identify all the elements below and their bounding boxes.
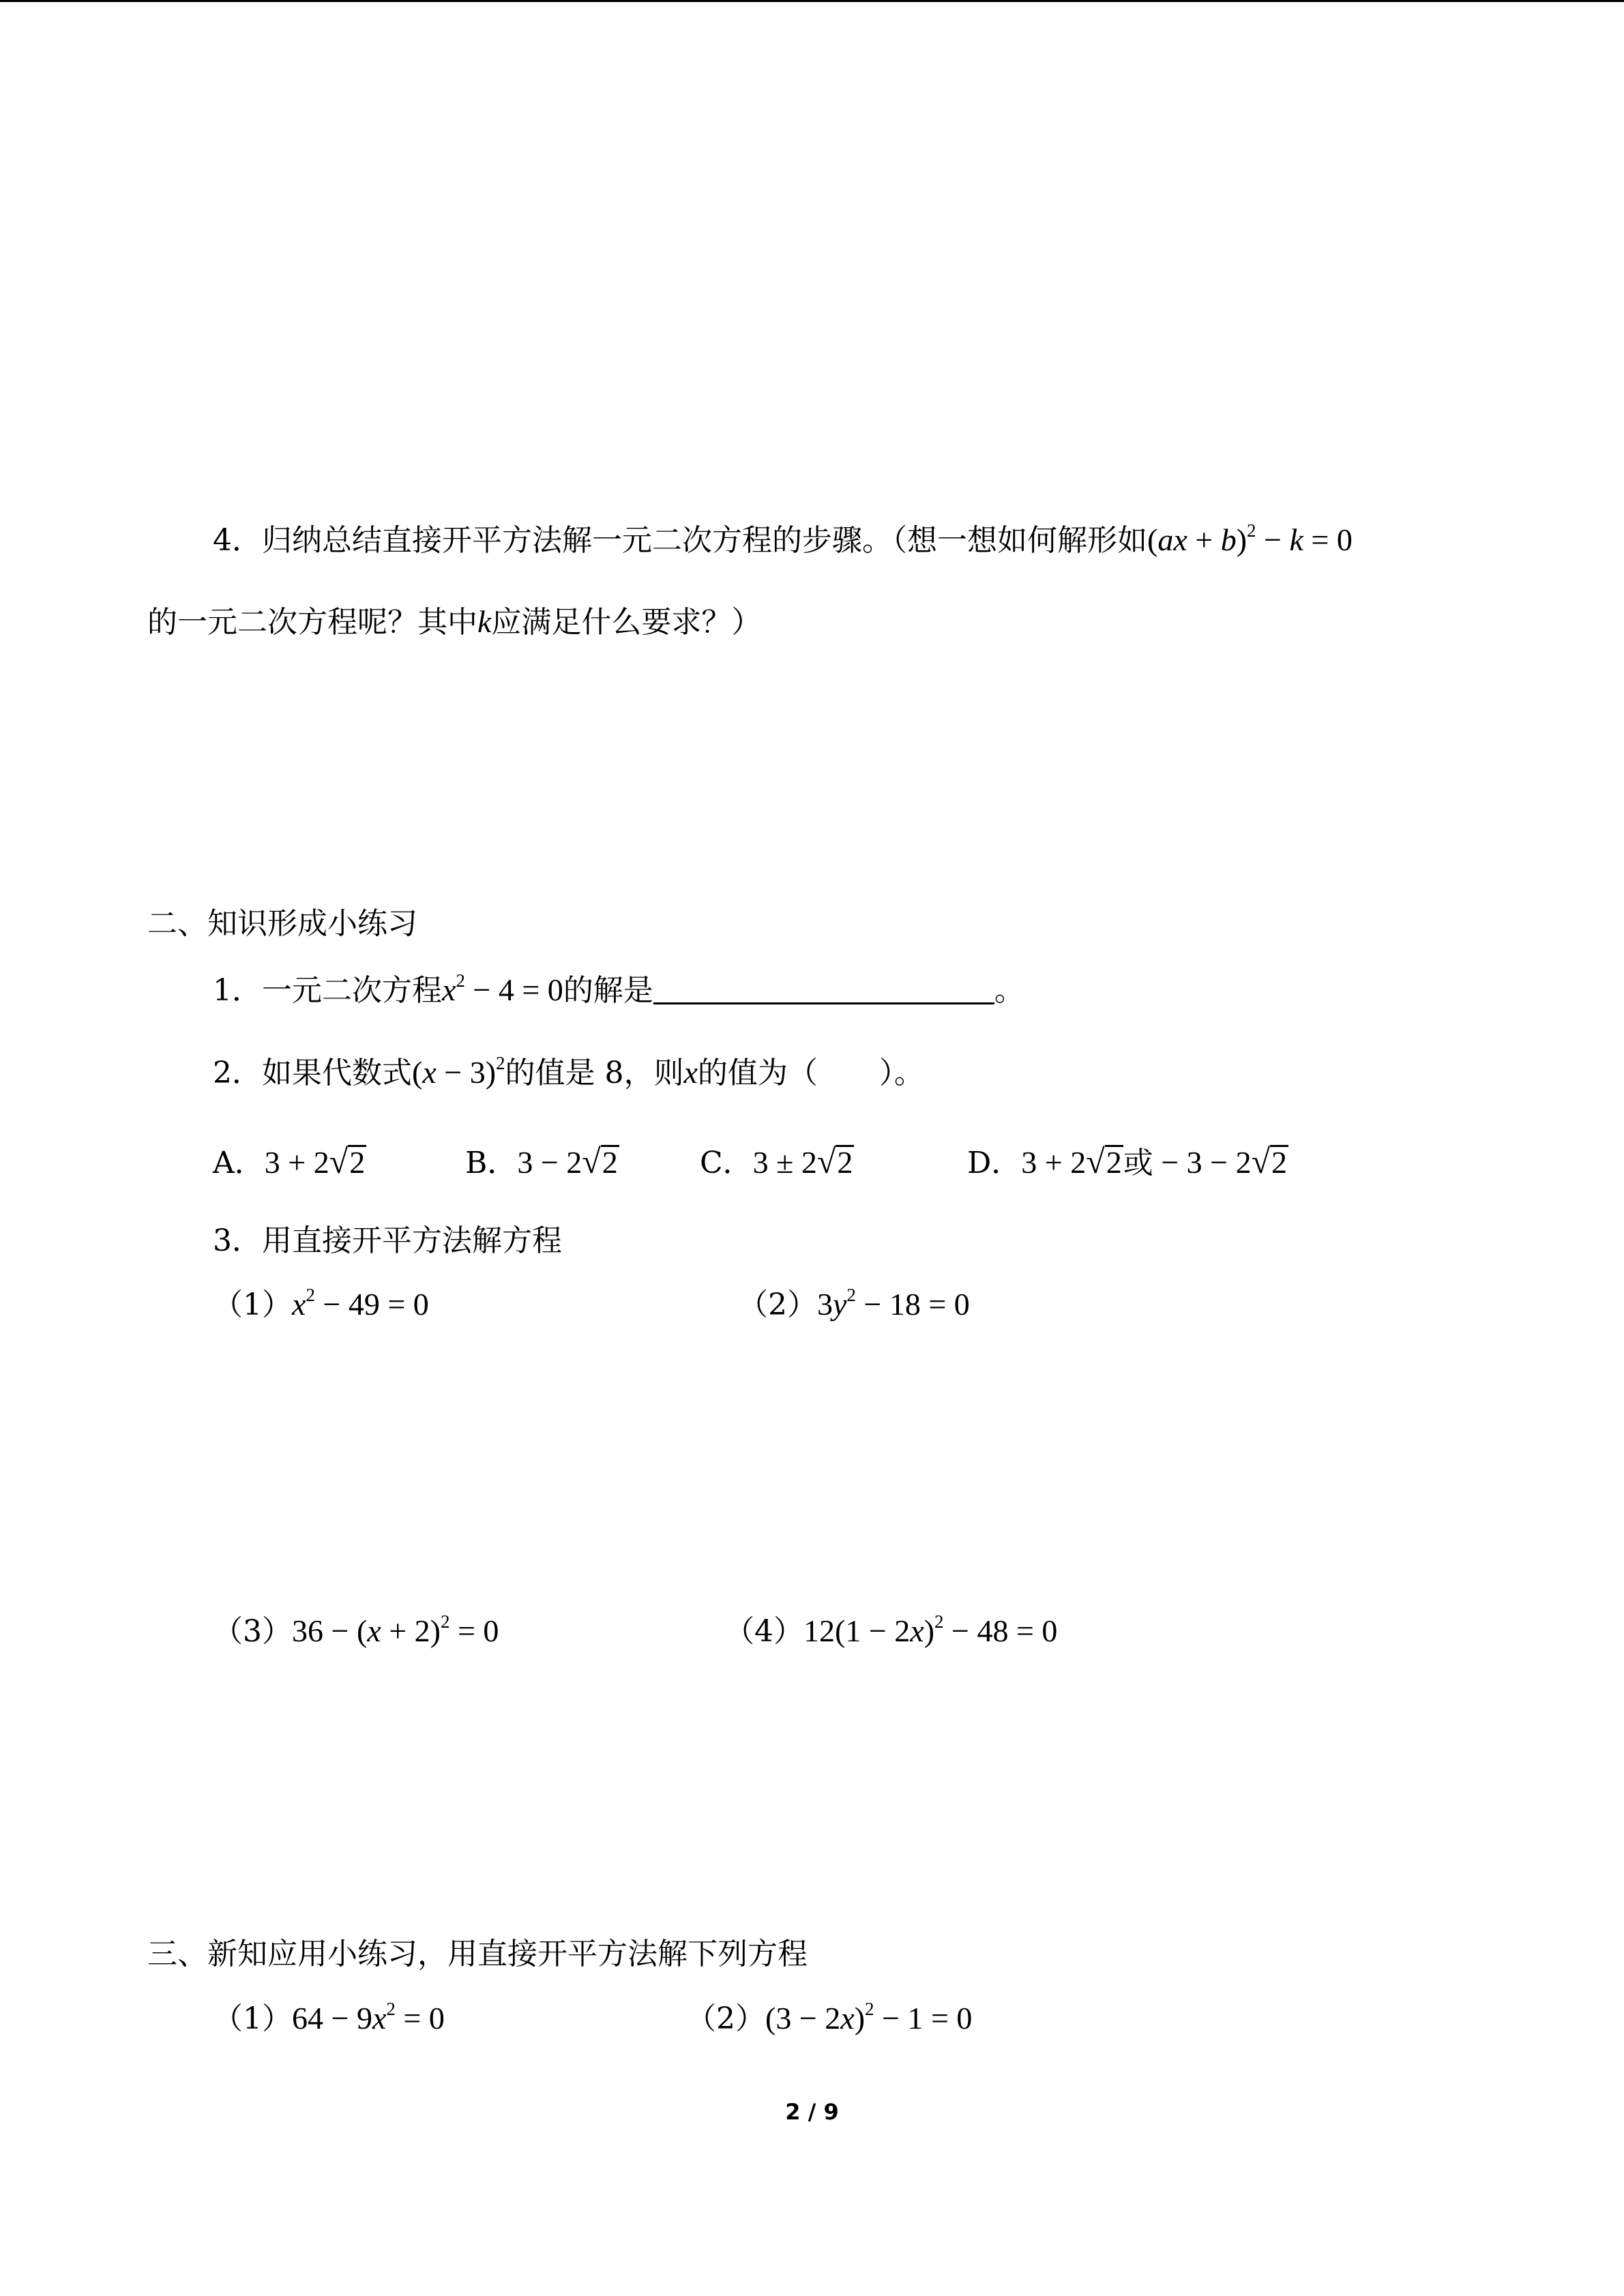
q4-line1: [213, 520, 1353, 561]
practice-q3-eq3: $(3)36 - (x + 2)^2 = 0$: [213, 1611, 499, 1649]
section3-eq2: $(2)(3 - 2x)^2 - 1 = 0$: [686, 1999, 973, 2036]
answer-blank[interactable]: [653, 972, 994, 1004]
practice-q2: 2．如果代数式$(x - 3)^2$的值是 8，则x的值为（ ）。: [213, 1053, 924, 1090]
option-b[interactable]: B．3 − 2√2: [465, 1142, 618, 1180]
section3-heading: 三、新知应用小练习，用直接开平方法解下列方程: [147, 1937, 808, 1971]
option-d[interactable]: D．3 + 2√2或 − 3 − 2√2: [967, 1142, 1288, 1180]
section3-eq1: $(1)64 - 9x^2 = 0$: [213, 1999, 445, 2036]
practice-q3-heading: 3．用直接开平方法解方程: [213, 1223, 562, 1258]
practice-q3-eq1: $(1)x^2 - 49 = 0$: [213, 1285, 429, 1322]
option-c[interactable]: C．3 ± 2√2: [700, 1142, 853, 1180]
q4-text: 4．归纳总结直接开平方法解一元二次方程的步骤。（想一想如何解形如: [213, 523, 1147, 558]
option-a[interactable]: A．3 + 2√2: [213, 1142, 366, 1180]
page-number: 2 / 9: [785, 2099, 839, 2125]
page-top-border: [0, 0, 1624, 2]
q4-line2: 的一元二次方程呢？其中k应满足什么要求？）: [147, 604, 762, 640]
practice-q1: 1．一元二次方程$x^2 - 4 = 0$的解是 。: [213, 970, 1024, 1008]
q4-formula: (ax + b)$^2$ − k = 0: [1147, 520, 1353, 557]
practice-q3-eq2: $(2)3y^2 - 18 = 0$: [738, 1285, 970, 1322]
section2-heading: 二、知识形成小练习: [147, 906, 417, 941]
practice-q3-eq4: $(4)12(1 - 2x)^2 - 48 = 0$: [724, 1611, 1058, 1649]
